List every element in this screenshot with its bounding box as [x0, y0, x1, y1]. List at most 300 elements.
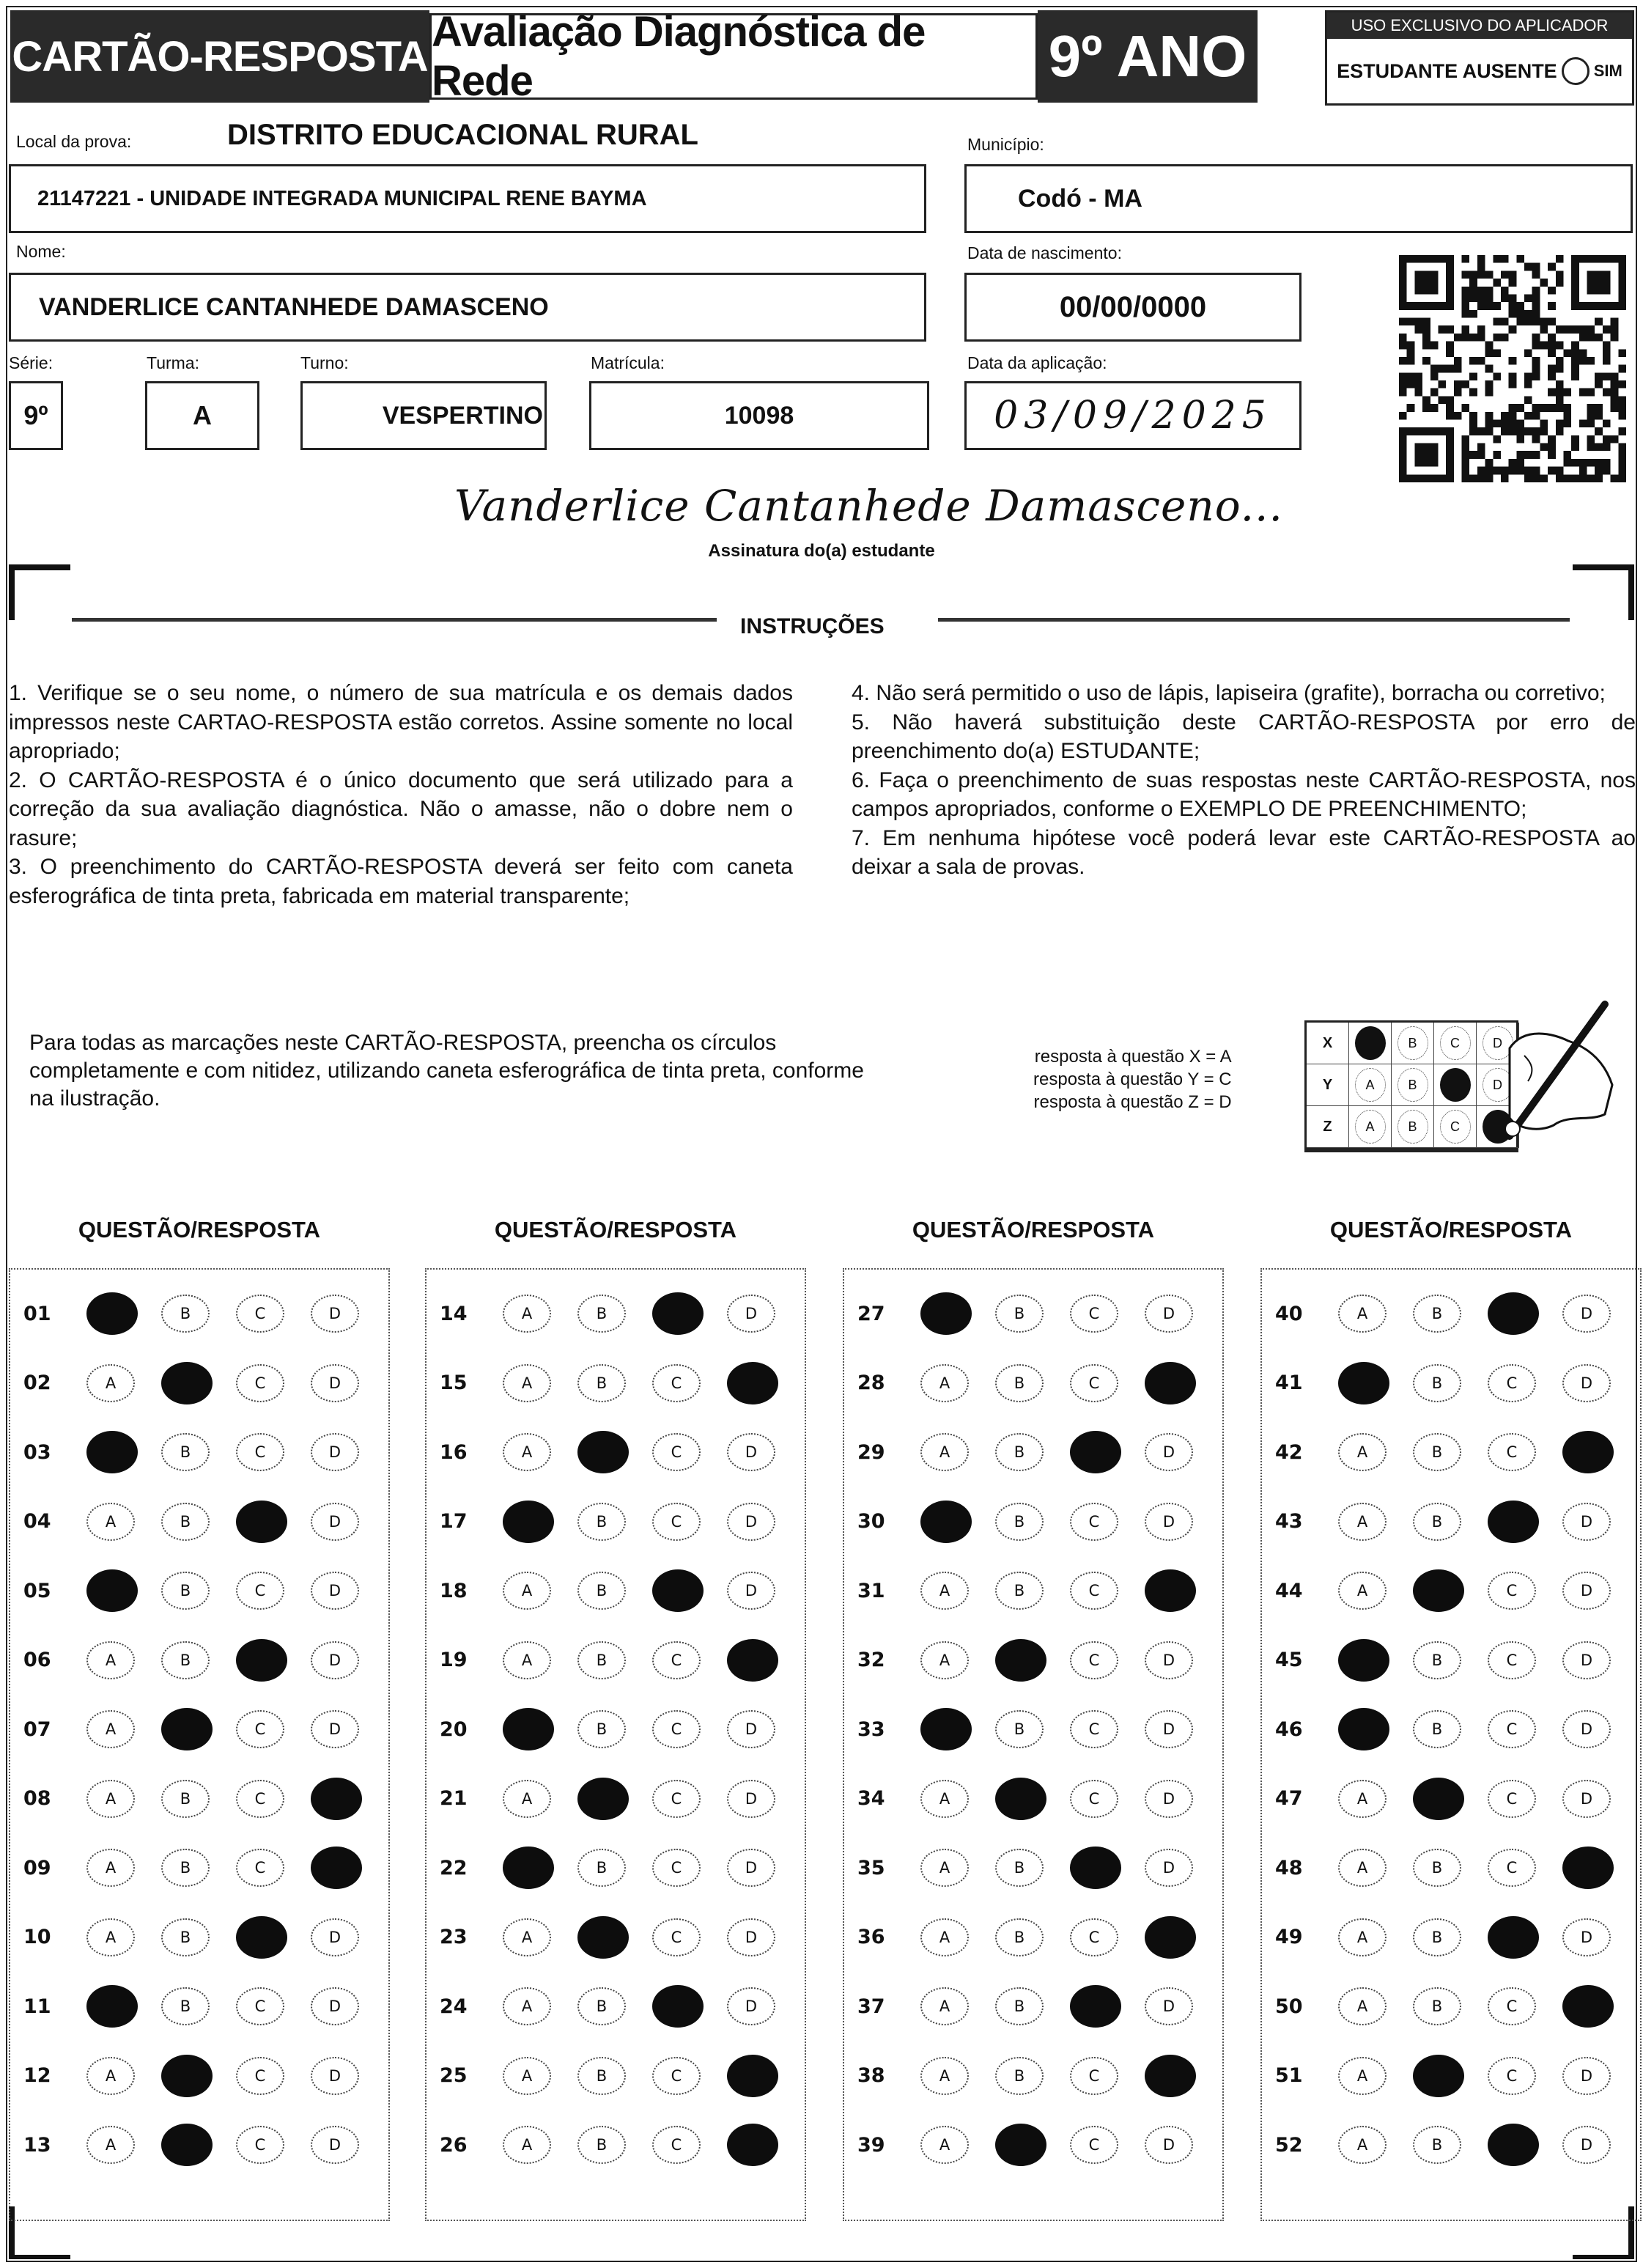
qr-code — [1395, 255, 1630, 482]
question-number: 52 — [1275, 2133, 1303, 2157]
question-number: 10 — [23, 1926, 51, 1948]
question-number: 46 — [1275, 1717, 1303, 1741]
answer-bubble-b[interactable]: B — [995, 1364, 1044, 1402]
answer-bubble-d[interactable]: D — [727, 1572, 775, 1610]
answer-bubble-a[interactable]: A — [503, 1572, 551, 1610]
answer-bubble-b[interactable]: B — [995, 2057, 1044, 2095]
qr-module — [1516, 467, 1524, 475]
question-row — [844, 1777, 1222, 1821]
question-row — [1262, 1569, 1640, 1613]
answer-bubble-a[interactable]: A — [1338, 2126, 1387, 2164]
answer-bubble-c[interactable]: C — [652, 1849, 701, 1887]
answer-bubble-b[interactable]: B — [1413, 1641, 1461, 1679]
matricula-field[interactable]: 10098 — [589, 381, 929, 450]
qr-module — [1414, 443, 1438, 467]
qr-module — [1563, 451, 1571, 459]
qr-module — [1414, 325, 1422, 334]
local-field[interactable]: 21147221 - UNIDADE INTEGRADA MUNICIPAL RENE BAYMA — [9, 164, 926, 233]
answer-bubble-a[interactable]: A — [920, 1918, 969, 1956]
answer-bubble-a[interactable] — [86, 1985, 138, 2028]
answer-bubble-b[interactable] — [161, 2124, 213, 2166]
aplicacao-field[interactable]: 03/09/2025 — [964, 381, 1302, 450]
answer-bubble-a[interactable]: A — [503, 2057, 551, 2095]
answer-bubble-a[interactable]: A — [1338, 1780, 1387, 1818]
answer-bubble-b[interactable]: B — [161, 1503, 210, 1541]
answer-bubble-d[interactable]: D — [1562, 1295, 1611, 1333]
answer-bubble-b[interactable]: B — [161, 1918, 210, 1956]
qr-module — [1524, 451, 1532, 459]
answer-bubble-b[interactable] — [161, 2055, 213, 2097]
answer-bubble-a[interactable] — [86, 1431, 138, 1473]
question-row — [844, 1638, 1222, 1682]
answer-bubble-c[interactable] — [1070, 1847, 1121, 1889]
answer-bubble-b[interactable]: B — [1413, 1849, 1461, 1887]
answer-bubble-c[interactable]: C — [236, 1572, 284, 1610]
answer-bubble-c[interactable]: C — [236, 1987, 284, 2025]
answer-bubble-d[interactable]: D — [311, 1433, 359, 1471]
answer-bubble-b[interactable] — [1413, 1569, 1464, 1612]
answer-bubble-c[interactable]: C — [1070, 2057, 1118, 2095]
turno-field[interactable]: VESPERTINO — [300, 381, 547, 450]
answer-bubble-a[interactable] — [503, 1708, 554, 1750]
answer-bubble-c[interactable]: C — [652, 1641, 701, 1679]
qr-module — [1556, 419, 1564, 427]
serie-field[interactable]: 9º — [9, 381, 63, 450]
qr-module — [1509, 412, 1517, 420]
answer-bubble-d[interactable]: D — [727, 1918, 775, 1956]
question-number: 29 — [857, 1440, 885, 1464]
answer-bubble-b[interactable] — [1413, 2055, 1464, 2097]
answer-bubble-d[interactable] — [1145, 1569, 1196, 1612]
qr-module — [1446, 412, 1454, 420]
question-row — [844, 1846, 1222, 1890]
qr-module — [1571, 435, 1579, 443]
answer-bubble-c[interactable] — [1070, 1431, 1121, 1473]
answer-bubble-c[interactable]: C — [1070, 1503, 1118, 1541]
answer-bubble-a[interactable]: A — [503, 1780, 551, 1818]
answer-bubble-c[interactable]: C — [1070, 1572, 1118, 1610]
answer-bubble-d[interactable] — [727, 2124, 778, 2166]
nascimento-field[interactable]: 00/00/0000 — [964, 273, 1302, 342]
answer-bubble-b[interactable]: B — [1413, 1295, 1461, 1333]
answer-bubble-b[interactable]: B — [577, 1849, 626, 1887]
answer-bubble-d[interactable]: D — [1562, 1918, 1611, 1956]
answer-bubble-d[interactable]: D — [1145, 1433, 1193, 1471]
answer-bubble-d[interactable]: D — [1145, 2126, 1193, 2164]
answer-bubble-b[interactable] — [995, 2124, 1046, 2166]
answer-bubble-d[interactable] — [1145, 1916, 1196, 1959]
qr-module — [1579, 389, 1587, 397]
answer-bubble-b[interactable]: B — [577, 1987, 626, 2025]
answer-bubble-c[interactable] — [1488, 2124, 1539, 2166]
answer-bubble-d[interactable]: D — [311, 1295, 359, 1333]
answer-bubble-c[interactable] — [236, 1501, 287, 1543]
answer-bubble-c[interactable]: C — [652, 1780, 701, 1818]
answer-bubble-b[interactable] — [161, 1362, 213, 1404]
hand-with-pen-icon — [1495, 997, 1627, 1158]
answer-bubble-d[interactable] — [727, 2055, 778, 2097]
answer-bubble-c[interactable] — [1488, 1916, 1539, 1959]
answer-bubble-b[interactable]: B — [161, 1641, 210, 1679]
answer-bubble-d[interactable]: D — [311, 2057, 359, 2095]
answer-bubble-d[interactable]: D — [311, 1364, 359, 1402]
answer-bubble-b[interactable]: B — [577, 1364, 626, 1402]
answer-bubble-d[interactable]: D — [727, 1710, 775, 1748]
fill-example-label-y: resposta à questão Y = C — [1033, 1069, 1232, 1089]
answer-bubble-d[interactable]: D — [1562, 1572, 1611, 1610]
answer-bubble-a[interactable]: A — [920, 2126, 969, 2164]
answer-bubble-c[interactable]: C — [236, 1780, 284, 1818]
answer-bubble-c[interactable]: C — [1488, 1849, 1536, 1887]
answer-bubble-a[interactable]: A — [1338, 1572, 1387, 1610]
answer-bubble-c[interactable]: C — [1488, 1433, 1536, 1471]
qr-module — [1509, 302, 1517, 310]
answer-bubble-a[interactable]: A — [920, 1433, 969, 1471]
qr-module — [1477, 357, 1485, 365]
qr-module — [1469, 357, 1477, 365]
answer-bubble-a[interactable]: A — [920, 1364, 969, 1402]
answer-bubble-b[interactable]: B — [161, 1780, 210, 1818]
answer-bubble-b[interactable] — [1413, 1778, 1464, 1820]
answer-bubble-c[interactable] — [652, 1569, 704, 1612]
answer-bubble-b[interactable]: B — [995, 1503, 1044, 1541]
question-number: 17 — [440, 1510, 468, 1533]
answer-bubble-b[interactable]: B — [995, 1849, 1044, 1887]
answer-bubble-a[interactable] — [920, 1501, 972, 1543]
qr-module — [1438, 325, 1446, 334]
answer-bubble-d[interactable]: D — [727, 1295, 775, 1333]
absent-label: ESTUDANTE AUSENTE — [1337, 59, 1557, 82]
answer-bubble-b[interactable]: B — [1413, 1503, 1461, 1541]
answer-bubble-d[interactable]: D — [727, 1849, 775, 1887]
question-row — [427, 2123, 805, 2167]
answer-bubble-a[interactable] — [503, 1501, 554, 1543]
fill-example-bubble-a: A — [1355, 1110, 1386, 1144]
answer-bubble-a[interactable] — [503, 1847, 554, 1889]
answer-bubble-a[interactable]: A — [920, 1849, 969, 1887]
question-number: 18 — [440, 1579, 468, 1602]
answer-bubble-a[interactable]: A — [920, 2057, 969, 2095]
qr-module — [1407, 372, 1415, 380]
qr-module — [1563, 474, 1571, 482]
answer-bubble-a[interactable]: A — [86, 1503, 135, 1541]
question-number: 33 — [857, 1717, 885, 1741]
qr-module — [1407, 380, 1415, 389]
answer-bubble-a[interactable]: A — [86, 1364, 135, 1402]
qr-module — [1438, 380, 1446, 389]
answer-bubble-c[interactable]: C — [652, 1710, 701, 1748]
municipio-label: Município: — [967, 135, 1044, 154]
absent-checkbox[interactable] — [1562, 57, 1590, 85]
answer-bubble-a[interactable] — [920, 1292, 972, 1335]
qr-module — [1414, 380, 1422, 389]
answer-bubble-c[interactable]: C — [236, 1364, 284, 1402]
qr-module — [1532, 263, 1540, 271]
answer-bubble-b[interactable] — [577, 1916, 629, 1959]
answer-bubble-d[interactable]: D — [1145, 1710, 1193, 1748]
answer-bubble-a[interactable] — [86, 1292, 138, 1335]
answer-bubble-d[interactable]: D — [311, 1641, 359, 1679]
answer-bubble-a[interactable]: A — [86, 1780, 135, 1818]
answer-bubble-d[interactable]: D — [727, 1433, 775, 1471]
answer-bubble-c[interactable]: C — [236, 1849, 284, 1887]
answer-bubble-c[interactable]: C — [236, 2126, 284, 2164]
answer-bubble-c[interactable]: C — [1488, 1641, 1536, 1679]
answer-bubble-b[interactable]: B — [577, 1710, 626, 1748]
answer-bubble-a[interactable]: A — [503, 1295, 551, 1333]
qr-module — [1548, 451, 1556, 459]
answer-bubble-a[interactable]: A — [86, 1641, 135, 1679]
question-number: 32 — [857, 1649, 885, 1671]
qr-module — [1493, 318, 1501, 326]
answer-bubble-c[interactable] — [652, 1985, 704, 2028]
answer-bubble-d[interactable]: D — [1562, 2126, 1611, 2164]
answer-bubble-d[interactable] — [1562, 1431, 1614, 1473]
answer-bubble-a[interactable]: A — [86, 2057, 135, 2095]
answer-bubble-c[interactable]: C — [1070, 1295, 1118, 1333]
qr-module — [1595, 427, 1603, 435]
answer-bubble-d[interactable] — [1562, 1985, 1614, 2028]
answer-bubble-d[interactable]: D — [1145, 1641, 1193, 1679]
answer-bubble-b[interactable]: B — [995, 1710, 1044, 1748]
answer-bubble-c[interactable]: C — [652, 1503, 701, 1541]
qr-module — [1524, 467, 1532, 475]
answer-bubble-d[interactable]: D — [1562, 1641, 1611, 1679]
qr-module — [1438, 365, 1446, 373]
answer-bubble-a[interactable] — [86, 1569, 138, 1612]
answer-bubble-b[interactable]: B — [577, 1641, 626, 1679]
answer-bubble-a[interactable]: A — [1338, 1503, 1387, 1541]
answer-bubble-b[interactable]: B — [161, 1433, 210, 1471]
answer-bubble-c[interactable]: C — [236, 1710, 284, 1748]
qr-module — [1595, 474, 1603, 482]
answer-bubble-d[interactable] — [1145, 1362, 1196, 1404]
qr-module — [1485, 380, 1494, 389]
answer-bubble-d[interactable]: D — [311, 1503, 359, 1541]
answer-bubble-a[interactable]: A — [86, 2126, 135, 2164]
answer-bubble-c[interactable]: C — [1488, 2057, 1536, 2095]
qr-module — [1485, 294, 1494, 302]
answer-bubble-a[interactable]: A — [920, 1641, 969, 1679]
question-number: 12 — [23, 2064, 51, 2087]
qr-module — [1524, 474, 1532, 482]
answer-bubble-c[interactable] — [236, 1639, 287, 1682]
answer-bubble-c[interactable]: C — [652, 1433, 701, 1471]
answer-bubble-b[interactable] — [577, 1778, 629, 1820]
question-number: 26 — [440, 2133, 468, 2157]
turma-field[interactable]: A — [145, 381, 259, 450]
answer-bubble-c[interactable]: C — [652, 1918, 701, 1956]
qr-module — [1532, 435, 1540, 443]
qr-module — [1493, 467, 1501, 475]
answer-bubble-d[interactable]: D — [311, 1987, 359, 2025]
answer-bubble-b[interactable]: B — [161, 1849, 210, 1887]
answer-column-4 — [1260, 1268, 1642, 2221]
answer-bubble-a[interactable]: A — [86, 1710, 135, 1748]
answer-bubble-c[interactable] — [1488, 1292, 1539, 1335]
fill-example-cell — [1392, 1106, 1434, 1148]
answer-bubble-d[interactable] — [311, 1778, 362, 1820]
answer-bubble-b[interactable]: B — [577, 1572, 626, 1610]
answer-bubble-c[interactable]: C — [1070, 1364, 1118, 1402]
answer-bubble-d[interactable]: D — [311, 1572, 359, 1610]
answer-bubble-a[interactable]: A — [503, 1364, 551, 1402]
qr-module — [1485, 389, 1494, 397]
answer-bubble-b[interactable]: B — [995, 1918, 1044, 1956]
answer-bubble-b[interactable]: B — [1413, 1710, 1461, 1748]
answer-bubble-c[interactable]: C — [1488, 1572, 1536, 1610]
answer-bubble-b[interactable] — [577, 1431, 629, 1473]
answer-bubble-b[interactable] — [995, 1778, 1046, 1820]
qr-module — [1618, 365, 1626, 373]
answer-bubble-c[interactable]: C — [1488, 1780, 1536, 1818]
answer-bubble-b[interactable]: B — [577, 2126, 626, 2164]
answer-bubble-c[interactable] — [1070, 1985, 1121, 2028]
answer-bubble-c[interactable]: C — [236, 1295, 284, 1333]
answer-bubble-b[interactable]: B — [161, 1572, 210, 1610]
answer-bubble-b[interactable]: B — [577, 1295, 626, 1333]
answer-bubble-a[interactable] — [1338, 1708, 1389, 1750]
fill-example-bubble-a: A — [1355, 1068, 1386, 1102]
answer-bubble-a[interactable]: A — [86, 1849, 135, 1887]
qr-module — [1462, 459, 1470, 467]
qr-module — [1524, 412, 1532, 420]
answer-bubble-c[interactable]: C — [1070, 2126, 1118, 2164]
answer-bubble-c[interactable]: C — [1488, 1364, 1536, 1402]
question-number: 19 — [440, 1649, 468, 1671]
answer-bubble-c[interactable]: C — [652, 2057, 701, 2095]
answer-bubble-d[interactable] — [727, 1362, 778, 1404]
answer-bubble-a[interactable]: A — [1338, 1433, 1387, 1471]
question-number: 03 — [23, 1440, 51, 1464]
answer-bubble-a[interactable]: A — [86, 1918, 135, 1956]
student-signature: Vanderlice Cantanhede Damasceno... — [454, 481, 1283, 531]
answer-bubble-c[interactable]: C — [1488, 1710, 1536, 1748]
qr-module — [1540, 474, 1548, 482]
answer-bubble-d[interactable]: D — [1145, 1780, 1193, 1818]
nome-field[interactable]: VANDERLICE CANTANHEDE DAMASCENO — [9, 273, 926, 342]
answer-bubble-c[interactable]: C — [236, 1433, 284, 1471]
answer-bubble-d[interactable]: D — [1145, 1503, 1193, 1541]
qr-module — [1422, 404, 1430, 412]
answer-bubble-a[interactable] — [920, 1708, 972, 1750]
instruction-6: 6. Faça o preenchimento de suas respostas neste CARTÃO-RESPOSTA, nos campos apropriados, conforme o EXEMPLO DE PREENCHIMENTO; — [852, 767, 1636, 821]
qr-module — [1399, 412, 1407, 420]
answer-bubble-c[interactable]: C — [1488, 1987, 1536, 2025]
answer-bubble-a[interactable]: A — [503, 1433, 551, 1471]
qr-module — [1446, 365, 1454, 373]
answer-bubble-b[interactable]: B — [577, 1503, 626, 1541]
answer-bubble-d[interactable]: D — [1145, 1987, 1193, 2025]
answer-bubble-b[interactable] — [161, 1708, 213, 1750]
answer-bubble-a[interactable]: A — [920, 1987, 969, 2025]
answer-bubble-b[interactable]: B — [1413, 1918, 1461, 1956]
answer-bubble-b[interactable]: B — [161, 1295, 210, 1333]
answer-bubble-d[interactable]: D — [727, 1503, 775, 1541]
answer-bubble-a[interactable]: A — [503, 2126, 551, 2164]
qr-module — [1422, 342, 1430, 350]
answer-bubble-d[interactable] — [1562, 1847, 1614, 1889]
answer-bubble-d[interactable] — [727, 1639, 778, 1682]
answer-bubble-d[interactable]: D — [311, 1710, 359, 1748]
answer-bubble-d[interactable]: D — [1562, 1780, 1611, 1818]
answer-bubble-b[interactable]: B — [1413, 2126, 1461, 2164]
qr-module — [1469, 427, 1477, 435]
answer-bubble-d[interactable]: D — [311, 1918, 359, 1956]
answer-bubble-a[interactable]: A — [503, 1918, 551, 1956]
answer-bubble-c[interactable]: C — [652, 1364, 701, 1402]
answer-bubble-d[interactable]: D — [1145, 1295, 1193, 1333]
qr-module — [1524, 396, 1532, 404]
answer-bubble-a[interactable]: A — [1338, 1987, 1387, 2025]
answer-bubble-b[interactable]: B — [1413, 1433, 1461, 1471]
qr-module — [1611, 334, 1619, 342]
qr-module — [1399, 357, 1407, 365]
answer-bubble-c[interactable]: C — [652, 2126, 701, 2164]
answer-bubble-c[interactable]: C — [236, 2057, 284, 2095]
answer-bubble-d[interactable]: D — [1562, 1364, 1611, 1402]
answer-bubble-c[interactable] — [652, 1292, 704, 1335]
answer-bubble-c[interactable]: C — [1070, 1641, 1118, 1679]
answer-bubble-b[interactable]: B — [995, 1572, 1044, 1610]
answer-bubble-b[interactable]: B — [161, 1987, 210, 2025]
answer-bubble-b[interactable]: B — [577, 2057, 626, 2095]
answer-bubble-a[interactable]: A — [920, 1572, 969, 1610]
answer-bubble-b[interactable] — [995, 1639, 1046, 1682]
question-number: 21 — [440, 1787, 468, 1810]
answer-bubble-a[interactable]: A — [1338, 1849, 1387, 1887]
answer-bubble-a[interactable]: A — [1338, 1918, 1387, 1956]
answer-bubble-c[interactable] — [1488, 1501, 1539, 1543]
answer-bubble-d[interactable]: D — [1562, 2057, 1611, 2095]
answer-bubble-d[interactable] — [311, 1847, 362, 1889]
answer-bubble-a[interactable]: A — [1338, 2057, 1387, 2095]
answer-bubble-c[interactable] — [236, 1916, 287, 1959]
answer-bubble-a[interactable] — [1338, 1639, 1389, 1682]
answer-bubble-a[interactable]: A — [503, 1641, 551, 1679]
answer-bubble-c[interactable]: C — [1070, 1780, 1118, 1818]
answer-bubble-a[interactable]: A — [503, 1987, 551, 2025]
qr-module — [1579, 467, 1587, 475]
qr-module — [1509, 372, 1517, 380]
qr-module — [1509, 427, 1517, 435]
answer-bubble-d[interactable]: D — [727, 1780, 775, 1818]
answer-bubble-b[interactable]: B — [995, 1295, 1044, 1333]
answer-bubble-c[interactable]: C — [1070, 1710, 1118, 1748]
answer-bubble-d[interactable]: D — [727, 1987, 775, 2025]
answer-bubble-d[interactable] — [1145, 2055, 1196, 2097]
municipio-field[interactable]: Codó - MA — [964, 164, 1633, 233]
answer-bubble-a[interactable]: A — [1338, 1295, 1387, 1333]
answer-bubble-b[interactable]: B — [995, 1433, 1044, 1471]
qr-module — [1446, 404, 1454, 412]
answer-bubble-d[interactable]: D — [1562, 1710, 1611, 1748]
answer-bubble-b[interactable]: B — [995, 1987, 1044, 2025]
fill-example-label-x: resposta à questão X = A — [1034, 1047, 1232, 1067]
answer-bubble-b[interactable]: B — [1413, 1364, 1461, 1402]
answer-bubble-d[interactable]: D — [1562, 1503, 1611, 1541]
answer-bubble-c[interactable]: C — [1070, 1918, 1118, 1956]
answer-bubble-a[interactable] — [1338, 1362, 1389, 1404]
signature-label: Assinatura do(a) estudante — [708, 541, 935, 561]
answer-bubble-a[interactable]: A — [920, 1780, 969, 1818]
answer-bubble-d[interactable]: D — [311, 2126, 359, 2164]
answer-bubble-b[interactable]: B — [1413, 1987, 1461, 2025]
question-row — [427, 1430, 805, 1474]
qr-module — [1548, 389, 1556, 397]
answer-bubble-d[interactable]: D — [1145, 1849, 1193, 1887]
qr-module — [1414, 372, 1422, 380]
